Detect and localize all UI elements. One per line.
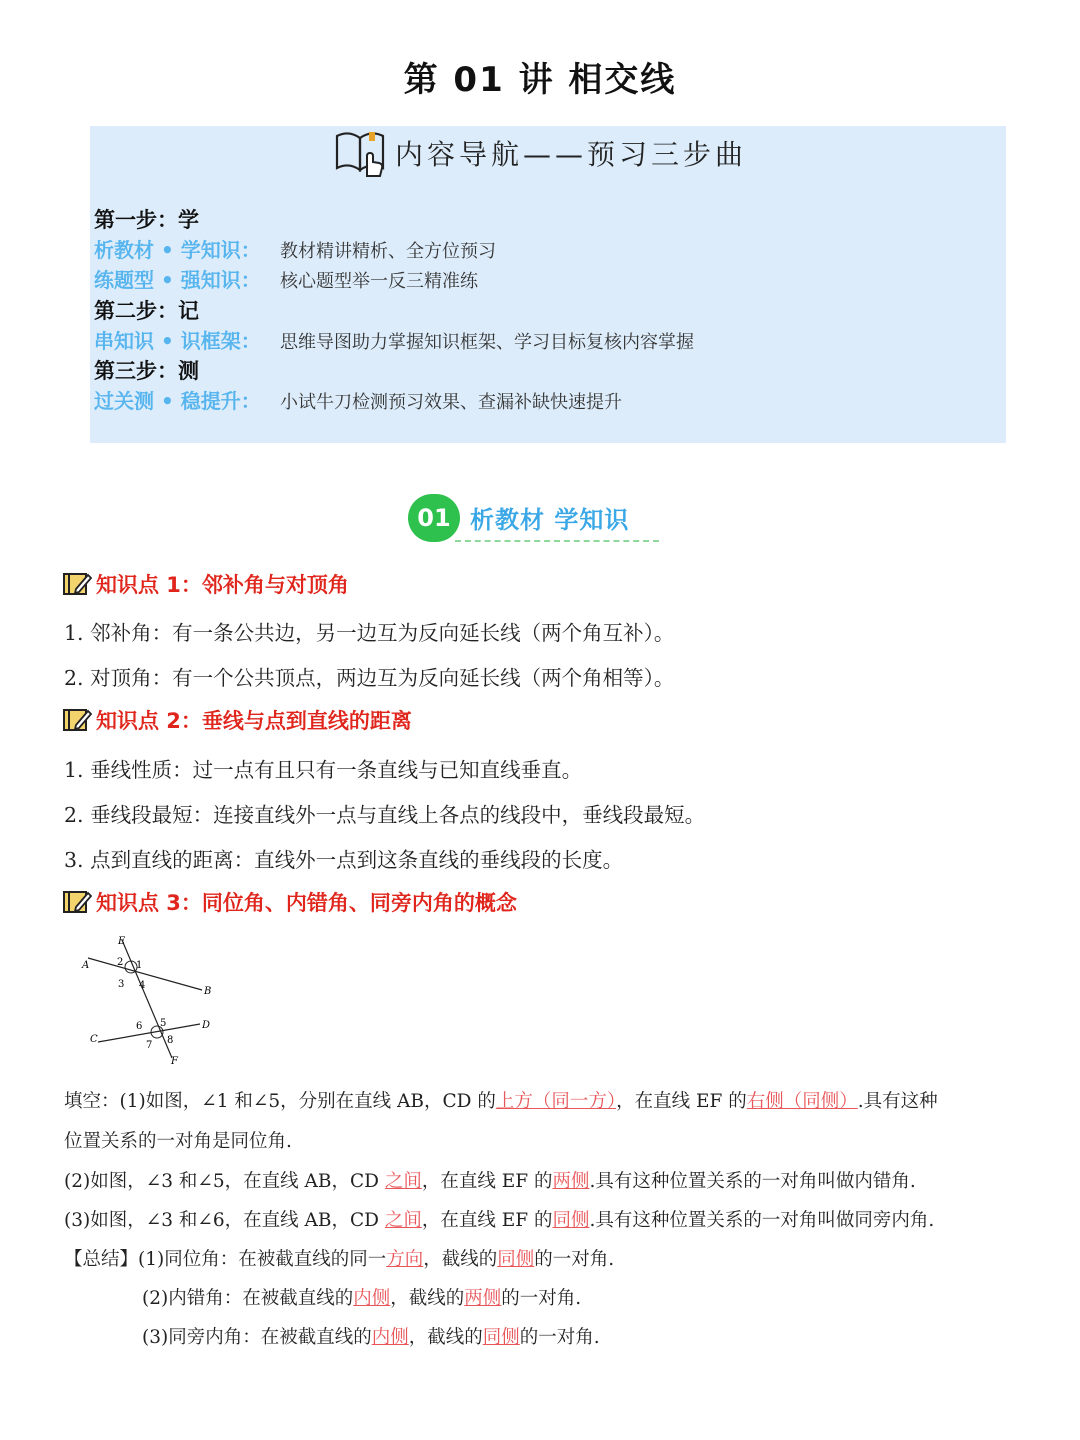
label-angle-2: 2 <box>117 957 124 968</box>
s1-answer-1: 方向 <box>386 1249 424 1270</box>
notebook-pen-icon <box>62 707 92 733</box>
nav-tag: 析教材 • 学知识： <box>94 238 261 262</box>
s1-text-b: ，截线的 <box>423 1249 498 1270</box>
q3-answer-2: 同侧 <box>552 1210 590 1231</box>
nav-line-1 <box>94 234 496 263</box>
q2-text-c: .具有这种位置关系的一对角叫做内错角. <box>589 1171 916 1192</box>
question-1-line-1 <box>64 1087 938 1113</box>
step-one: 第一步：学 <box>94 208 199 232</box>
label-angle-6: 6 <box>136 1021 143 1032</box>
nav-line-4 <box>94 385 622 414</box>
s1-answer-2: 同侧 <box>497 1249 535 1270</box>
navigation-heading-text: 内容导航——预习三步曲 <box>394 138 747 171</box>
nav-desc: 教材精讲精析、全方位预习 <box>280 241 496 262</box>
label-angle-5: 5 <box>160 1018 167 1029</box>
summary-2 <box>142 1284 581 1310</box>
s2-text-a: (2)内错角：在被截直线的 <box>142 1288 354 1309</box>
question-1-line-2: 位置关系的一对角是同位角. <box>64 1131 292 1152</box>
page-title: 第 01 讲 相交线 <box>403 60 677 100</box>
s2-text-b: ，截线的 <box>390 1288 465 1309</box>
q3-answer-1: 之间 <box>384 1210 422 1231</box>
knowledge-point-title: 知识点 2：垂线与点到直线的距离 <box>96 709 412 733</box>
step-three: 第三步：测 <box>94 359 199 383</box>
kp1-item-1: 1. 邻补角：有一条公共边，另一边互为反向延长线（两个角互补）。 <box>64 621 675 645</box>
section-divider <box>455 540 659 542</box>
nav-tag: 过关测 • 稳提升： <box>94 389 261 413</box>
s2-answer-2: 两侧 <box>464 1288 502 1309</box>
label-angle-3: 3 <box>118 979 125 990</box>
step-two: 第二步：记 <box>94 299 199 323</box>
label-angle-7: 7 <box>146 1040 153 1051</box>
label-e: E <box>118 936 126 947</box>
s3-text-b: ，截线的 <box>408 1327 483 1348</box>
nav-desc: 思维导图助力掌握知识框架、学习目标复核内容掌握 <box>280 332 694 353</box>
label-b: B <box>204 986 212 997</box>
q1-text-a: 填空：(1)如图，∠1 和∠5，分别在直线 AB，CD 的 <box>64 1091 496 1112</box>
nav-line-2 <box>94 264 478 293</box>
nav-tag: 练题型 • 强知识： <box>94 268 261 292</box>
book-pointer-icon <box>333 128 389 178</box>
notebook-pen-icon <box>62 889 92 915</box>
label-a: A <box>82 960 90 971</box>
question-3 <box>64 1206 934 1232</box>
navigation-heading <box>0 124 1080 182</box>
knowledge-point-1-heading <box>62 569 349 599</box>
summary-3 <box>142 1323 600 1349</box>
q1-answer-1: 上方（同一方） <box>495 1091 617 1112</box>
nav-desc: 核心题型举一反三精准练 <box>280 271 478 292</box>
s3-text-a: (3)同旁内角：在被截直线的 <box>142 1327 372 1348</box>
s1-text-c: 的一对角. <box>534 1249 615 1270</box>
q2-text-a: (2)如图，∠3 和∠5，在直线 AB，CD <box>64 1171 385 1192</box>
kp1-item-2: 2. 对顶角：有一个公共顶点，两边互为反向延长线（两个角相等）。 <box>64 666 675 690</box>
section-number-badge: 01 <box>408 494 460 542</box>
q2-text-b: ，在直线 EF 的 <box>421 1171 553 1192</box>
q1-answer-2: 右侧（同侧） <box>746 1091 858 1112</box>
knowledge-point-title: 知识点 3：同位角、内错角、同旁内角的概念 <box>96 891 517 915</box>
s2-answer-1: 内侧 <box>353 1288 391 1309</box>
q2-answer-2: 两侧 <box>552 1171 590 1192</box>
s3-text-c: 的一对角. <box>519 1327 600 1348</box>
q3-text-c: .具有这种位置关系的一对角叫做同旁内角. <box>589 1210 935 1231</box>
s1-text-a: 【总结】(1)同位角：在被截直线的同一 <box>64 1249 387 1270</box>
summary-1 <box>64 1245 614 1271</box>
label-d: D <box>202 1020 211 1031</box>
section-title: 析教材 学知识 <box>470 506 630 534</box>
kp2-item-1: 1. 垂线性质：过一点有且只有一条直线与已知直线垂直。 <box>64 758 583 782</box>
s3-answer-2: 同侧 <box>482 1327 520 1348</box>
label-angle-4: 4 <box>139 980 146 991</box>
notebook-pen-icon <box>62 571 92 597</box>
nav-desc: 小试牛刀检测预习效果、查漏补缺快速提升 <box>280 392 622 413</box>
label-f: F <box>171 1056 178 1067</box>
kp2-item-2: 2. 垂线段最短：连接直线外一点与直线上各点的线段中，垂线段最短。 <box>64 803 706 827</box>
q3-text-a: (3)如图，∠3 和∠6，在直线 AB，CD <box>64 1210 385 1231</box>
knowledge-point-3-heading <box>62 887 517 917</box>
label-angle-1: 1 <box>136 960 143 971</box>
nav-tag: 串知识 • 识框架： <box>94 329 261 353</box>
label-c: C <box>90 1034 98 1045</box>
knowledge-point-title: 知识点 1：邻补角与对顶角 <box>96 573 349 597</box>
question-2 <box>64 1167 916 1193</box>
transversal-diagram <box>78 930 228 1070</box>
kp2-item-3: 3. 点到直线的距离：直线外一点到这条直线的垂线段的长度。 <box>64 848 624 872</box>
q2-answer-1: 之间 <box>384 1171 422 1192</box>
label-angle-8: 8 <box>167 1035 174 1046</box>
knowledge-point-2-heading <box>62 705 412 735</box>
s2-text-c: 的一对角. <box>501 1288 582 1309</box>
q1-text-b: ，在直线 EF 的 <box>616 1091 747 1112</box>
s3-answer-1: 内侧 <box>371 1327 409 1348</box>
q3-text-b: ，在直线 EF 的 <box>421 1210 553 1231</box>
q1-text-c: .具有这种 <box>857 1091 938 1112</box>
nav-line-3 <box>94 325 694 354</box>
